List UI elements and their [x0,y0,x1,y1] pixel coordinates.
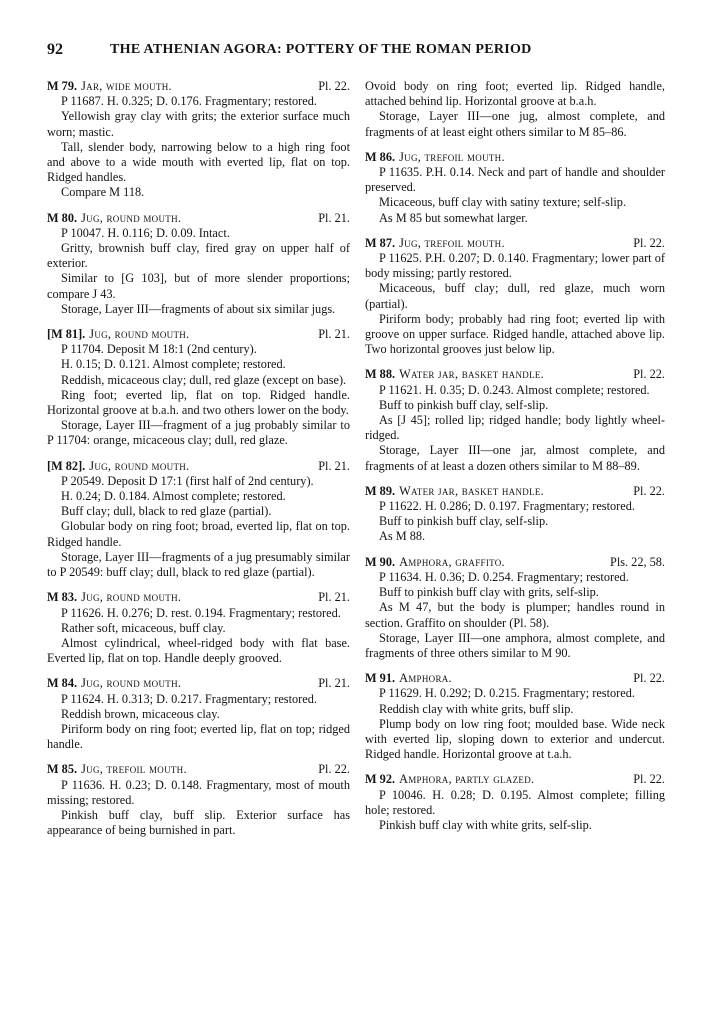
entry-paragraph: H. 0.24; D. 0.184. Almost complete; restored. [61,489,286,504]
entry-title: Amphora, partly glazed. [399,772,535,787]
entry-paragraph: Almost cylindrical, wheel-ridged body with flat base. Everted lip, flat on top. Handle deeply grooved. [47,635,350,666]
plate-reference: Pl. 22. [633,235,665,250]
entry-paragraph: P 11626. H. 0.276; D. rest. 0.194. Fragmentary; restored. [61,605,341,620]
entry-heading [365,150,665,165]
entry-heading-left [47,327,189,342]
entry-title: Jug, round mouth. [81,676,182,691]
entry-title: Water jar, basket handle. [399,483,545,498]
plate-reference: Pl. 21. [318,327,350,342]
entry-paragraph: Pinkish buff clay with white grits, self-slip. [379,817,592,832]
entry-paragraph: Pinkish buff clay, buff slip. Exterior surface has appearance of being burnished in part. [47,807,350,838]
entry-id: M 84. [47,676,78,691]
entry-heading-left [365,484,544,499]
entry-paragraph: Micaceous, buff clay; dull, red glaze, much worn (partial). [365,281,665,311]
catalogue-entry [365,236,665,358]
plate-reference: Pl. 21. [318,676,350,691]
entry-paragraph: P 11624. H. 0.313; D. 0.217. Fragmentary; restored. [61,691,317,706]
catalogue-entry [47,590,350,666]
entry-paragraph: Piriform body; probably had ring foot; everted lip with groove on upper surface. Ridged handle, attached above lip. Two horizontal grooves just below lip. [365,311,665,357]
entry-heading [365,236,665,251]
entry-heading-left [365,236,505,251]
entry-id: M 85. [47,762,78,777]
catalogue-entry [47,676,350,752]
entry-heading-left [365,555,505,570]
entry-heading [47,79,350,94]
entry-heading-left [365,772,534,787]
entry-heading [365,671,665,686]
plate-reference: Pl. 22. [633,367,665,382]
entry-heading-left [47,459,189,474]
entry-id: M 79. [47,79,78,93]
running-title: THE ATHENIAN AGORA: POTTERY OF THE ROMAN PERIOD [110,42,532,57]
catalogue-entry [365,367,665,473]
entry-paragraph: P 10047. H. 0.116; D. 0.09. Intact. [61,225,230,240]
entry-heading-left [47,211,181,226]
entry-paragraph: Gritty, brownish buff clay, fired gray on upper half of exterior. [47,241,350,271]
page-header [47,41,667,65]
plate-reference: Pl. 22. [318,762,350,777]
page-number: 92 [47,41,63,58]
entry-heading [47,590,350,605]
entry-heading [47,459,350,474]
entry-title: Jug, trefoil mouth. [399,149,505,164]
catalogue-entry [365,555,665,661]
entry-title: Jug, trefoil mouth. [81,762,187,777]
entry-id: M 90. [365,554,396,569]
entry-paragraph: Storage, Layer III—one jug, almost complete, and fragments of at least eight others similar to M 85–86. [365,109,665,139]
entry-paragraph: As M 88. [379,529,426,544]
plate-reference: Pl. 21. [318,210,350,225]
entry-heading [47,327,350,342]
catalogue-entry [47,762,350,838]
entry-paragraph: Plump body on low ring foot; moulded base. Wide neck with everted lip, sloping down to exterior and undercut. Ridged handle. Horizontal groove at t.a.h. [365,716,665,762]
entry-title: Jug, trefoil mouth. [399,235,505,250]
entry-paragraph: Rather soft, micaceous, buff clay. [61,620,226,635]
entry-title: Jar, wide mouth. [81,79,172,93]
entry-paragraph: Reddish brown, micaceous clay. [61,706,220,721]
entry-heading [47,762,350,777]
entry-paragraph: P 11621. H. 0.35; D. 0.243. Almost complete; restored. [379,382,650,397]
entry-title: Amphora. [399,671,452,686]
entry-heading-left [47,79,172,94]
entry-paragraph: P 10046. H. 0.28; D. 0.195. Almost complete; filling hole; restored. [365,787,665,817]
plate-reference: Pl. 21. [318,458,350,473]
plate-reference: Pls. 22, 58. [609,554,665,569]
entry-paragraph: Similar to [G 103], but of more slender proportions; compare J 43. [47,271,350,301]
entry-paragraph: Storage, Layer III—one jar, almost complete, and fragments of at least a dozen others similar to M 88–89. [365,443,665,473]
entry-paragraph: H. 0.15; D. 0.121. Almost complete; restored. [61,357,286,372]
entry-paragraph: As M 47, but the body is plumper; handles round in section. Graffito on shoulder (Pl. 58). [365,600,665,630]
entry-heading-left [365,150,505,165]
entry-paragraph: Storage, Layer III—one amphora, almost complete, and fragments of three others similar to M 90. [365,630,665,660]
entry-paragraph: Globular body on ring foot; broad, everted lip, flat on top. Ridged handle. [47,519,350,549]
entry-title: Amphora, graffito. [399,554,505,569]
catalogue-entry [365,150,665,226]
entry-paragraph: Buff clay; dull, black to red glaze (partial). [61,504,272,519]
entry-heading-left [47,762,187,777]
entry-paragraph: Reddish clay with white grits, buff slip. [379,701,574,716]
entry-paragraph: P 11704. Deposit M 18:1 (2nd century). [61,342,257,357]
entry-paragraph: Buff to pinkish buff clay, self-slip. [379,514,549,529]
entry-heading [365,772,665,787]
left-column [47,79,350,848]
entry-id: M 91. [365,671,396,686]
entry-id: [M 82]. [47,458,86,473]
entry-paragraph: Buff to pinkish buff clay with grits, self-slip. [379,585,599,600]
entry-paragraph: Piriform body on ring foot; everted lip, flat on top; ridged handle. [47,721,350,752]
entry-title: Jug, round mouth. [81,590,182,605]
entry-paragraph: Storage, Layer III—fragments of a jug presumably similar to P 20549: buff clay; dull, black to red glaze (partial). [47,549,350,580]
entry-id: [M 81]. [47,327,86,342]
entry-id: M 83. [47,590,78,605]
entry-paragraph: Reddish, micaceous clay; dull, red glaze (except on base). [61,372,347,387]
continued-entry [365,79,665,140]
entry-title: Jug, round mouth. [89,327,190,342]
entry-paragraph: Storage, Layer III—fragment of a jug probably similar to P 11704: orange, micaceous clay; dull, red glaze. [47,418,350,448]
entry-heading-left [365,367,544,382]
entry-id: M 87. [365,235,396,250]
catalogue-entry [365,772,665,833]
catalogue-entry [47,211,350,317]
entry-paragraph: P 11622. H. 0.286; D. 0.197. Fragmentary; restored. [379,499,635,514]
plate-reference: Pl. 22. [318,79,350,93]
entry-paragraph: P 11635. P.H. 0.14. Neck and part of handle and shoulder preserved. [365,165,665,195]
entry-paragraph: P 11636. H. 0.23; D. 0.148. Fragmentary, most of mouth missing; restored. [47,777,350,807]
right-column [365,79,665,843]
entry-paragraph: P 11634. H. 0.36; D. 0.254. Fragmentary; restored. [379,569,629,584]
entry-paragraph: Micaceous, buff clay with satiny texture; self-slip. [379,195,627,210]
entry-paragraph: Ovoid body on ring foot; everted lip. Ridged handle, attached behind lip. Horizontal groove at b.a.h. [365,79,665,109]
plate-reference: Pl. 22. [633,671,665,686]
entry-paragraph: Buff to pinkish buff clay, self-slip. [379,397,549,412]
plate-reference: Pl. 22. [633,772,665,787]
plate-reference: Pl. 22. [633,483,665,498]
entry-paragraph: Yellowish gray clay with grits; the exterior surface much worn; mastic. [47,109,350,139]
entry-paragraph: Ring foot; everted lip, flat on top. Ridged handle. Horizontal groove at b.a.h. and two others lower on the body. [47,387,350,418]
entry-paragraph: As M 85 but somewhat larger. [379,210,528,225]
entry-heading [365,484,665,499]
catalogue-entry [365,671,665,762]
entry-title: Water jar, basket handle. [399,367,545,382]
entry-heading-left [47,590,181,605]
entry-id: M 88. [365,367,396,382]
catalogue-entry [47,459,350,581]
entry-heading [47,211,350,226]
entry-heading-left [365,671,452,686]
entry-paragraph: Storage, Layer III—fragments of about six similar jugs. [61,301,336,316]
catalogue-entry [47,79,350,201]
entry-id: M 86. [365,149,396,164]
entry-title: Jug, round mouth. [89,458,190,473]
entry-paragraph: P 11625. P.H. 0.207; D. 0.140. Fragmentary; lower part of body missing; partly restored. [365,251,665,281]
entry-paragraph: Compare M 118. [61,185,145,200]
entry-paragraph: P 11629. H. 0.292; D. 0.215. Fragmentary; restored. [379,686,635,701]
entry-paragraph: P 20549. Deposit D 17:1 (first half of 2nd century). [61,473,314,488]
entry-title: Jug, round mouth. [81,210,182,225]
entry-heading [365,367,665,382]
entry-id: M 92. [365,772,396,787]
catalogue-entry [365,484,665,545]
entry-heading-left [47,676,181,691]
entry-paragraph: Tall, slender body, narrowing below to a high ring foot and above to a wide mouth with everted lip, flat on top. Ridged handles. [47,139,350,185]
entry-id: M 89. [365,483,396,498]
entry-paragraph: As [J 45]; rolled lip; ridged handle; body lightly wheel-ridged. [365,413,665,443]
entry-heading [47,676,350,691]
entry-heading [365,555,665,570]
plate-reference: Pl. 21. [318,590,350,605]
catalogue-entry [47,327,350,449]
entry-paragraph: P 11687. H. 0.325; D. 0.176. Fragmentary; restored. [61,94,317,109]
entry-id: M 80. [47,210,78,225]
